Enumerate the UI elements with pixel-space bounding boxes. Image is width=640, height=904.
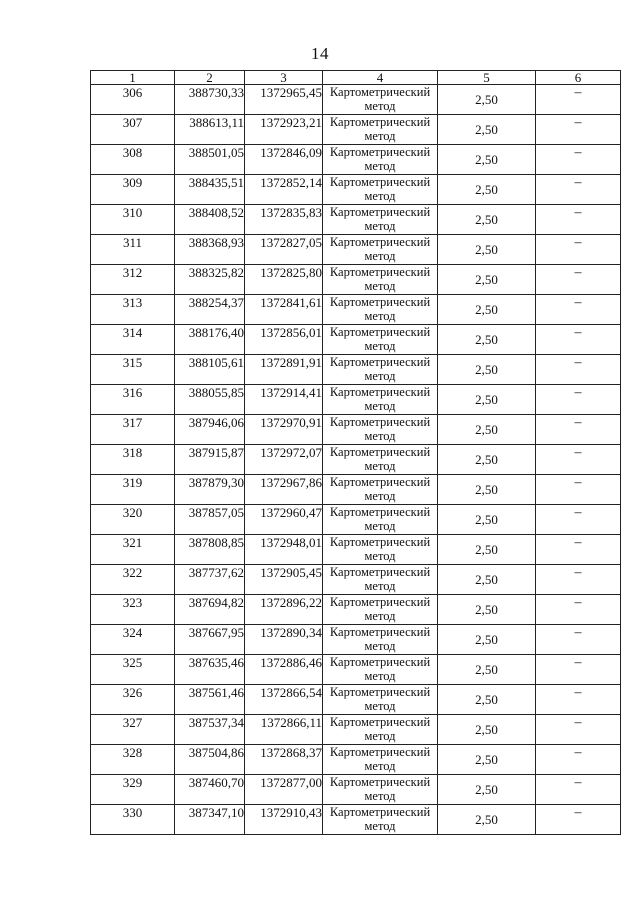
x-coordinate-cell: 387915,87 xyxy=(175,445,245,475)
table-row xyxy=(91,265,621,295)
method-cell xyxy=(323,775,438,805)
accuracy-cell: 2,50 xyxy=(438,625,536,655)
method-line-1: Картометрический xyxy=(329,475,431,489)
accuracy-cell: 2,50 xyxy=(438,535,536,565)
note-cell: – xyxy=(536,625,621,655)
x-coordinate-cell: 387946,06 xyxy=(175,415,245,445)
point-number-cell: 319 xyxy=(91,475,175,505)
y-coordinate-cell: 1372846,09 xyxy=(245,145,323,175)
accuracy-cell: 2,50 xyxy=(438,745,536,775)
x-coordinate-cell: 388325,82 xyxy=(175,265,245,295)
accuracy-cell: 2,50 xyxy=(438,385,536,415)
table-row xyxy=(91,805,621,835)
y-coordinate-cell: 1372896,22 xyxy=(245,595,323,625)
method-cell xyxy=(323,595,438,625)
method-line-2: метод xyxy=(364,339,396,353)
method-cell xyxy=(323,745,438,775)
method-cell xyxy=(323,505,438,535)
point-number-cell: 316 xyxy=(91,385,175,415)
method-line-2: метод xyxy=(364,99,396,113)
y-coordinate-cell: 1372970,91 xyxy=(245,415,323,445)
method-cell xyxy=(323,805,438,835)
note-cell: – xyxy=(536,505,621,535)
x-coordinate-cell: 387347,10 xyxy=(175,805,245,835)
y-coordinate-cell: 1372886,46 xyxy=(245,655,323,685)
method-cell xyxy=(323,475,438,505)
y-coordinate-cell: 1372960,47 xyxy=(245,505,323,535)
x-coordinate-cell: 387808,85 xyxy=(175,535,245,565)
method-cell xyxy=(323,715,438,745)
method-line-2: метод xyxy=(364,399,396,413)
point-number-cell: 325 xyxy=(91,655,175,685)
method-cell xyxy=(323,445,438,475)
column-header: 3 xyxy=(245,71,323,85)
note-cell: – xyxy=(536,535,621,565)
method-line-1: Картометрический xyxy=(329,715,431,729)
accuracy-cell: 2,50 xyxy=(438,145,536,175)
method-line-2: метод xyxy=(364,429,396,443)
table-row xyxy=(91,145,621,175)
method-cell xyxy=(323,685,438,715)
x-coordinate-cell: 388613,11 xyxy=(175,115,245,145)
note-cell: – xyxy=(536,445,621,475)
y-coordinate-cell: 1372856,01 xyxy=(245,325,323,355)
y-coordinate-cell: 1372866,11 xyxy=(245,715,323,745)
method-line-1: Картометрический xyxy=(329,535,431,549)
method-line-1: Картометрический xyxy=(329,235,431,249)
y-coordinate-cell: 1372835,83 xyxy=(245,205,323,235)
method-line-1: Картометрический xyxy=(329,85,431,99)
accuracy-cell: 2,50 xyxy=(438,715,536,745)
note-cell: – xyxy=(536,295,621,325)
point-number-cell: 318 xyxy=(91,445,175,475)
y-coordinate-cell: 1372967,86 xyxy=(245,475,323,505)
method-line-2: метод xyxy=(364,699,396,713)
x-coordinate-cell: 387879,30 xyxy=(175,475,245,505)
point-number-cell: 326 xyxy=(91,685,175,715)
accuracy-cell: 2,50 xyxy=(438,595,536,625)
method-line-2: метод xyxy=(364,249,396,263)
method-line-2: метод xyxy=(364,759,396,773)
note-cell: – xyxy=(536,355,621,385)
note-cell: – xyxy=(536,385,621,415)
x-coordinate-cell: 387635,46 xyxy=(175,655,245,685)
note-cell: – xyxy=(536,775,621,805)
note-cell: – xyxy=(536,565,621,595)
method-line-1: Картометрический xyxy=(329,445,431,459)
method-line-1: Картометрический xyxy=(329,115,431,129)
note-cell: – xyxy=(536,415,621,445)
table-row xyxy=(91,535,621,565)
method-line-2: метод xyxy=(364,789,396,803)
method-cell xyxy=(323,85,438,115)
accuracy-cell: 2,50 xyxy=(438,235,536,265)
method-line-2: метод xyxy=(364,639,396,653)
y-coordinate-cell: 1372923,21 xyxy=(245,115,323,145)
method-line-1: Картометрический xyxy=(329,685,431,699)
note-cell: – xyxy=(536,85,621,115)
table-row xyxy=(91,715,621,745)
x-coordinate-cell: 388105,61 xyxy=(175,355,245,385)
note-cell: – xyxy=(536,595,621,625)
point-number-cell: 311 xyxy=(91,235,175,265)
accuracy-cell: 2,50 xyxy=(438,175,536,205)
y-coordinate-cell: 1372965,45 xyxy=(245,85,323,115)
y-coordinate-cell: 1372948,01 xyxy=(245,535,323,565)
method-cell xyxy=(323,655,438,685)
table-row xyxy=(91,685,621,715)
method-line-2: метод xyxy=(364,519,396,533)
x-coordinate-cell: 388408,52 xyxy=(175,205,245,235)
x-coordinate-cell: 387537,34 xyxy=(175,715,245,745)
point-number-cell: 306 xyxy=(91,85,175,115)
point-number-cell: 327 xyxy=(91,715,175,745)
method-line-1: Картометрический xyxy=(329,505,431,519)
table-row xyxy=(91,115,621,145)
method-line-2: метод xyxy=(364,129,396,143)
note-cell: – xyxy=(536,325,621,355)
method-line-2: метод xyxy=(364,369,396,383)
note-cell: – xyxy=(536,685,621,715)
note-cell: – xyxy=(536,175,621,205)
accuracy-cell: 2,50 xyxy=(438,475,536,505)
accuracy-cell: 2,50 xyxy=(438,295,536,325)
method-cell xyxy=(323,175,438,205)
method-line-1: Картометрический xyxy=(329,565,431,579)
y-coordinate-cell: 1372827,05 xyxy=(245,235,323,265)
note-cell: – xyxy=(536,715,621,745)
method-line-1: Картометрический xyxy=(329,625,431,639)
table-row xyxy=(91,745,621,775)
method-cell xyxy=(323,385,438,415)
note-cell: – xyxy=(536,265,621,295)
accuracy-cell: 2,50 xyxy=(438,115,536,145)
method-cell xyxy=(323,565,438,595)
y-coordinate-cell: 1372877,00 xyxy=(245,775,323,805)
method-line-2: метод xyxy=(364,609,396,623)
table-row xyxy=(91,325,621,355)
point-number-cell: 308 xyxy=(91,145,175,175)
method-cell xyxy=(323,265,438,295)
note-cell: – xyxy=(536,115,621,145)
accuracy-cell: 2,50 xyxy=(438,415,536,445)
method-line-1: Картометрический xyxy=(329,205,431,219)
column-header: 6 xyxy=(536,71,621,85)
note-cell: – xyxy=(536,805,621,835)
method-line-2: метод xyxy=(364,729,396,743)
method-line-1: Картометрический xyxy=(329,175,431,189)
method-cell xyxy=(323,355,438,385)
point-number-cell: 309 xyxy=(91,175,175,205)
accuracy-cell: 2,50 xyxy=(438,565,536,595)
y-coordinate-cell: 1372891,91 xyxy=(245,355,323,385)
point-number-cell: 307 xyxy=(91,115,175,145)
note-cell: – xyxy=(536,235,621,265)
note-cell: – xyxy=(536,205,621,235)
column-header: 2 xyxy=(175,71,245,85)
table-row xyxy=(91,475,621,505)
point-number-cell: 320 xyxy=(91,505,175,535)
note-cell: – xyxy=(536,745,621,775)
point-number-cell: 317 xyxy=(91,415,175,445)
method-line-2: метод xyxy=(364,279,396,293)
method-cell xyxy=(323,535,438,565)
y-coordinate-cell: 1372825,80 xyxy=(245,265,323,295)
method-line-1: Картометрический xyxy=(329,775,431,789)
table-row xyxy=(91,385,621,415)
table-row xyxy=(91,235,621,265)
point-number-cell: 324 xyxy=(91,625,175,655)
x-coordinate-cell: 388055,85 xyxy=(175,385,245,415)
x-coordinate-cell: 388176,40 xyxy=(175,325,245,355)
y-coordinate-cell: 1372868,37 xyxy=(245,745,323,775)
point-number-cell: 315 xyxy=(91,355,175,385)
point-number-cell: 321 xyxy=(91,535,175,565)
table-row xyxy=(91,205,621,235)
x-coordinate-cell: 387561,46 xyxy=(175,685,245,715)
x-coordinate-cell: 388730,33 xyxy=(175,85,245,115)
method-cell xyxy=(323,415,438,445)
method-cell xyxy=(323,145,438,175)
accuracy-cell: 2,50 xyxy=(438,655,536,685)
note-cell: – xyxy=(536,145,621,175)
x-coordinate-cell: 387857,05 xyxy=(175,505,245,535)
table-row xyxy=(91,595,621,625)
y-coordinate-cell: 1372910,43 xyxy=(245,805,323,835)
method-line-2: метод xyxy=(364,189,396,203)
table-row xyxy=(91,655,621,685)
accuracy-cell: 2,50 xyxy=(438,445,536,475)
x-coordinate-cell: 387667,95 xyxy=(175,625,245,655)
method-line-1: Картометрический xyxy=(329,805,431,819)
method-line-1: Картометрический xyxy=(329,415,431,429)
method-line-1: Картометрический xyxy=(329,265,431,279)
method-cell xyxy=(323,205,438,235)
page-number: 14 xyxy=(311,44,329,63)
point-number-cell: 328 xyxy=(91,745,175,775)
method-cell xyxy=(323,325,438,355)
method-line-2: метод xyxy=(364,579,396,593)
note-cell: – xyxy=(536,655,621,685)
table-row xyxy=(91,565,621,595)
method-cell xyxy=(323,295,438,325)
coordinates-table xyxy=(90,70,621,835)
method-line-1: Картометрический xyxy=(329,655,431,669)
method-line-2: метод xyxy=(364,159,396,173)
table-body xyxy=(91,85,621,835)
point-number-cell: 314 xyxy=(91,325,175,355)
y-coordinate-cell: 1372905,45 xyxy=(245,565,323,595)
accuracy-cell: 2,50 xyxy=(438,265,536,295)
y-coordinate-cell: 1372852,14 xyxy=(245,175,323,205)
accuracy-cell: 2,50 xyxy=(438,85,536,115)
point-number-cell: 329 xyxy=(91,775,175,805)
table-row xyxy=(91,445,621,475)
x-coordinate-cell: 387504,86 xyxy=(175,745,245,775)
method-line-2: метод xyxy=(364,459,396,473)
table-row xyxy=(91,295,621,325)
method-line-1: Картометрический xyxy=(329,355,431,369)
table-header-row xyxy=(91,71,621,85)
method-line-1: Картометрический xyxy=(329,325,431,339)
accuracy-cell: 2,50 xyxy=(438,205,536,235)
accuracy-cell: 2,50 xyxy=(438,775,536,805)
point-number-cell: 310 xyxy=(91,205,175,235)
method-line-2: метод xyxy=(364,309,396,323)
table-row xyxy=(91,355,621,385)
x-coordinate-cell: 388368,93 xyxy=(175,235,245,265)
x-coordinate-cell: 387694,82 xyxy=(175,595,245,625)
x-coordinate-cell: 388254,37 xyxy=(175,295,245,325)
point-number-cell: 323 xyxy=(91,595,175,625)
method-line-1: Картометрический xyxy=(329,295,431,309)
y-coordinate-cell: 1372972,07 xyxy=(245,445,323,475)
method-line-1: Картометрический xyxy=(329,385,431,399)
point-number-cell: 330 xyxy=(91,805,175,835)
point-number-cell: 322 xyxy=(91,565,175,595)
accuracy-cell: 2,50 xyxy=(438,805,536,835)
method-line-2: метод xyxy=(364,669,396,683)
method-cell xyxy=(323,625,438,655)
method-line-1: Картометрический xyxy=(329,745,431,759)
table-row xyxy=(91,625,621,655)
method-line-2: метод xyxy=(364,489,396,503)
table-row xyxy=(91,505,621,535)
method-cell xyxy=(323,115,438,145)
point-number-cell: 313 xyxy=(91,295,175,325)
table-row xyxy=(91,85,621,115)
table-row xyxy=(91,775,621,805)
accuracy-cell: 2,50 xyxy=(438,325,536,355)
x-coordinate-cell: 387460,70 xyxy=(175,775,245,805)
y-coordinate-cell: 1372890,34 xyxy=(245,625,323,655)
point-number-cell: 312 xyxy=(91,265,175,295)
accuracy-cell: 2,50 xyxy=(438,505,536,535)
y-coordinate-cell: 1372841,61 xyxy=(245,295,323,325)
column-header: 1 xyxy=(91,71,175,85)
y-coordinate-cell: 1372866,54 xyxy=(245,685,323,715)
accuracy-cell: 2,50 xyxy=(438,355,536,385)
method-line-2: метод xyxy=(364,219,396,233)
accuracy-cell: 2,50 xyxy=(438,685,536,715)
column-header: 4 xyxy=(323,71,438,85)
table-row xyxy=(91,175,621,205)
x-coordinate-cell: 387737,62 xyxy=(175,565,245,595)
method-line-1: Картометрический xyxy=(329,145,431,159)
method-cell xyxy=(323,235,438,265)
note-cell: – xyxy=(536,475,621,505)
column-header: 5 xyxy=(438,71,536,85)
method-line-2: метод xyxy=(364,819,396,833)
method-line-2: метод xyxy=(364,549,396,563)
x-coordinate-cell: 388435,51 xyxy=(175,175,245,205)
x-coordinate-cell: 388501,05 xyxy=(175,145,245,175)
method-line-1: Картометрический xyxy=(329,595,431,609)
table-row xyxy=(91,415,621,445)
y-coordinate-cell: 1372914,41 xyxy=(245,385,323,415)
